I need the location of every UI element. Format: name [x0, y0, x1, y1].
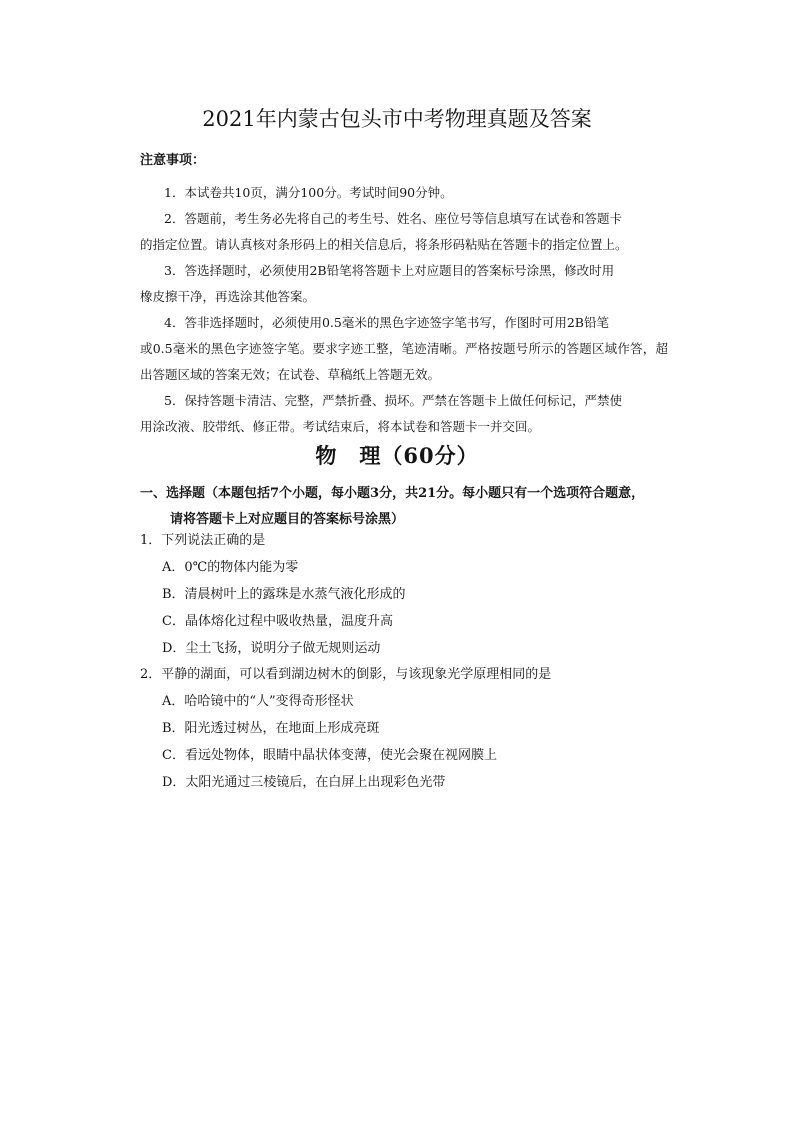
notes-heading: 注意事项： [140, 153, 206, 168]
question-stem: 1．下列说法正确的是 [140, 533, 266, 548]
note-text-continued: 橡皮擦干净，再选涂其他答案。 [140, 289, 316, 304]
question-option: A．哈哈镜中的“人”变得奇形怪状 [162, 694, 354, 709]
question-option: A．0℃的物体内能为零 [162, 560, 299, 575]
part-heading-line: 请将答题卡上对应题目的答案标号涂黑） [170, 512, 405, 527]
question-stem: 2．平静的湖面，可以看到湖边树木的倒影，与该现象光学原理相同的是 [140, 667, 552, 682]
question-option: C．看远处物体，眼睛中晶状体变薄，使光会聚在视网膜上 [162, 748, 497, 763]
note-text: 3．答选择题时，必须使用2B铅笔将答题卡上对应题目的答案标号涂黑，修改时用 [164, 263, 615, 278]
question-option: C．晶体熔化过程中吸收热量，温度升高 [162, 614, 393, 629]
note-item [140, 180, 668, 206]
question-option: D．尘土飞扬，说明分子做无规则运动 [162, 641, 381, 656]
part-heading [140, 481, 670, 533]
note-text: 4．答非选择题时，必须使用0.5毫米的黑色字迹签字笔书写，作图时可用2B铅笔 [164, 315, 609, 330]
note-item [140, 206, 668, 258]
section-title: 物 理（60分） [315, 443, 479, 468]
note-text-continued: 用涂改液、胶带纸、修正带。考试结束后，将本试卷和答题卡一并交回。 [140, 419, 541, 434]
note-text-continued: 的指定位置。请认真核对条形码上的相关信息后，将条形码粘贴在答题卡的指定位置上。 [140, 237, 628, 252]
notes-list [140, 180, 668, 440]
note-text: 1．本试卷共10页，满分100分。考试时间90分钟。 [164, 185, 453, 200]
note-item [140, 310, 668, 388]
note-item [140, 258, 668, 310]
question-option: B．清晨树叶上的露珠是水蒸气液化形成的 [162, 587, 406, 602]
question [140, 528, 670, 662]
note-text: 5．保持答题卡清洁、完整，严禁折叠、损坏。严禁在答题卡上做任何标记，严禁使 [164, 393, 622, 408]
note-text: 2．答题前，考生务必先将自己的考生号、姓名、座位号等信息填写在试卷和答题卡 [164, 211, 622, 226]
document-title: 2021年内蒙古包头市中考物理真题及答案 [202, 107, 592, 131]
question [140, 662, 670, 796]
question-option: B．阳光透过树丛，在地面上形成亮斑 [162, 721, 380, 736]
question-list [140, 528, 670, 796]
note-item [140, 388, 668, 440]
part-heading-line: 一、选择题（本题包括7个小题，每小题3分，共21分。每小题只有一个选项符合题意， [140, 486, 645, 501]
question-option: D．太阳光通过三棱镜后，在白屏上出现彩色光带 [162, 775, 446, 790]
note-text-continued: 或0.5毫米的黑色字迹签字笔。要求字迹工整，笔迹清晰。严格按题号所示的答题区域作答，超出答题区域的答案无效；在试卷、草稿纸上答题无效。 [140, 341, 668, 382]
